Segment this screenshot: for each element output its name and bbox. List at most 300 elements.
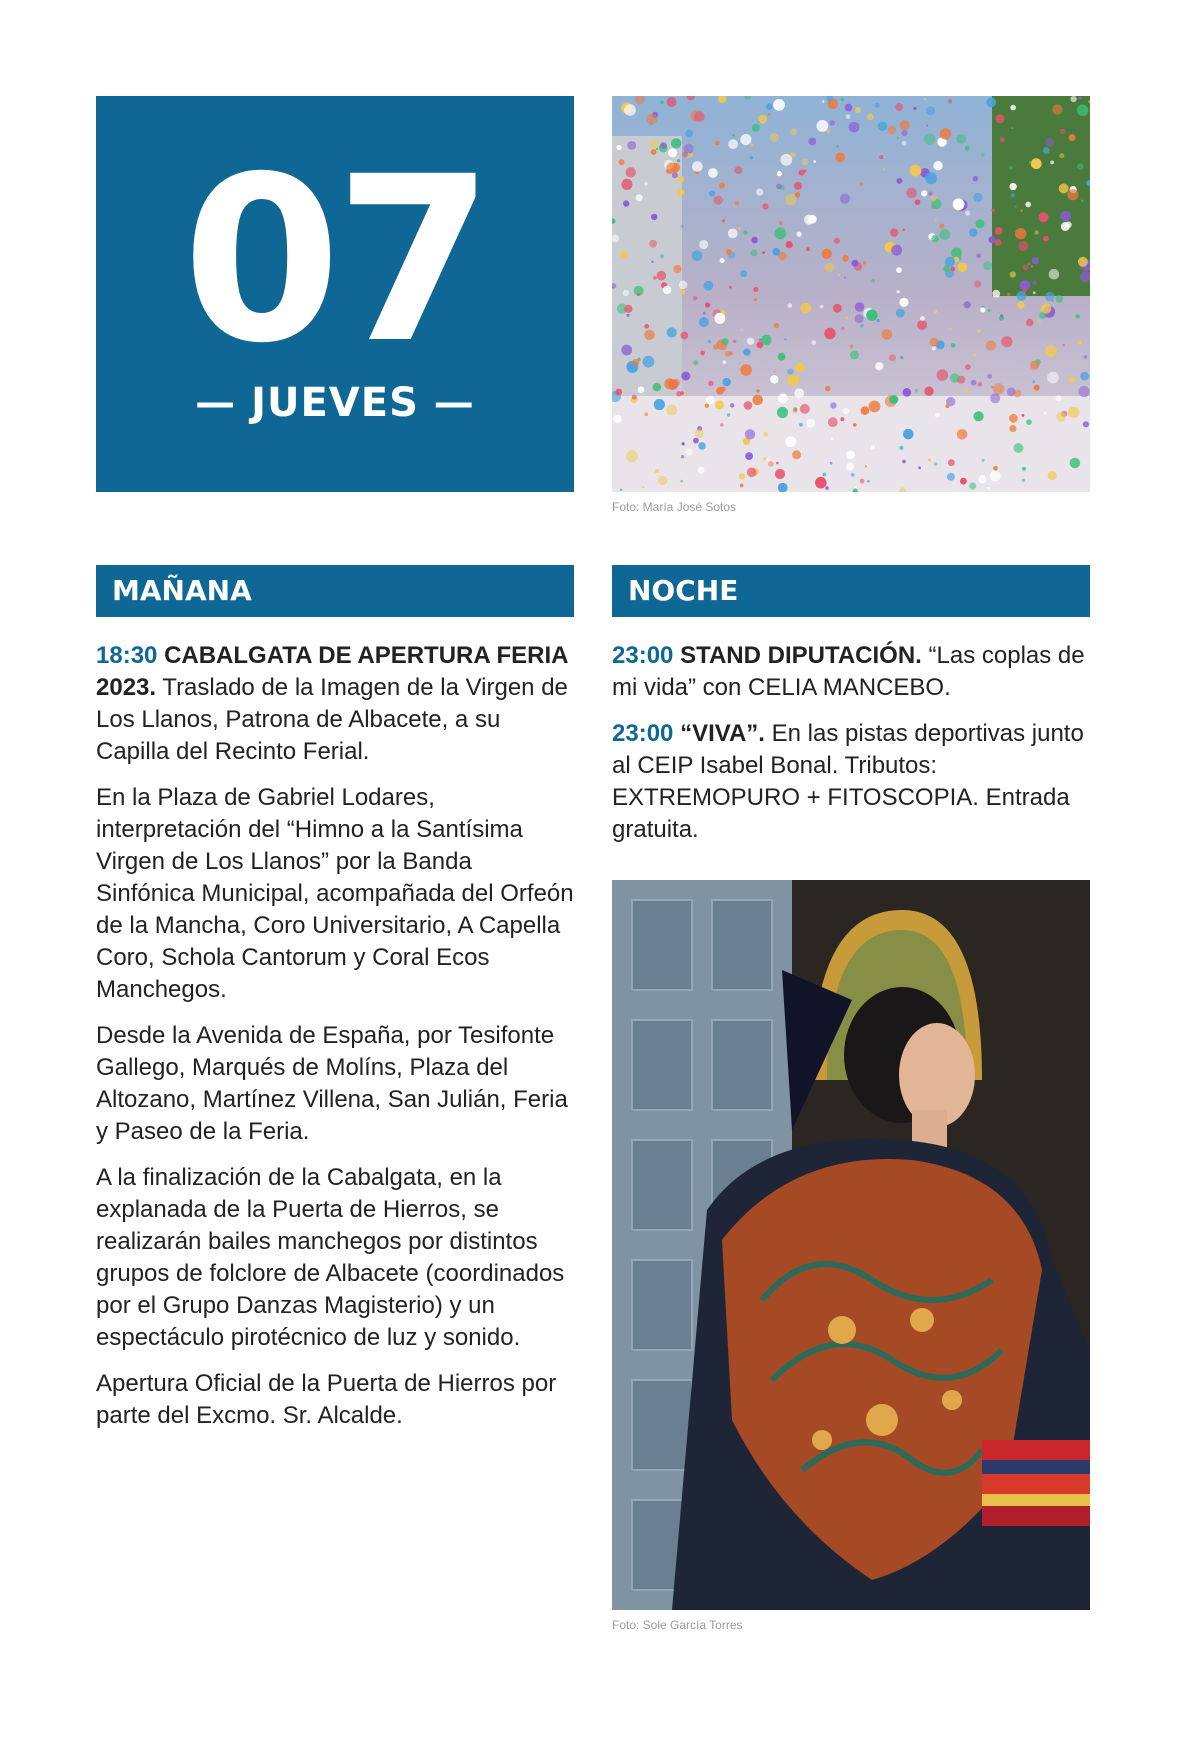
confetti-piece <box>974 411 984 421</box>
confetti-piece <box>933 309 937 313</box>
confetti-piece <box>1028 263 1030 265</box>
confetti-piece <box>720 423 724 427</box>
confetti-piece <box>759 338 762 341</box>
confetti-piece <box>825 386 830 391</box>
confetti-piece <box>730 403 735 408</box>
confetti-piece <box>840 194 850 204</box>
confetti-piece <box>1017 301 1024 308</box>
confetti-piece <box>750 143 753 146</box>
confetti-piece <box>706 396 715 405</box>
confetti-piece <box>1000 137 1005 142</box>
confetti-piece <box>921 190 927 196</box>
confetti-piece <box>1056 412 1066 422</box>
confetti-piece <box>827 130 831 134</box>
confetti-piece <box>846 451 855 460</box>
confetti-piece <box>776 462 779 465</box>
confetti-piece <box>838 274 840 276</box>
confetti-piece <box>929 192 933 196</box>
night-event <box>612 718 1090 846</box>
confetti-piece <box>817 120 829 132</box>
confetti-piece <box>948 99 952 103</box>
confetti-piece <box>644 330 654 340</box>
confetti-piece <box>653 276 657 280</box>
confetti-piece <box>770 133 779 142</box>
morning-paragraph: A la finalización de la Cabalgata, en la explanada de la Puerta de Hierros, se realizarán bailes manchegos por distintos grupos de folclore de Albacete (coordinados por el Grupo Danzas Magisterio) y un espectáculo pirotécnico de luz y sonido. <box>96 1164 565 1351</box>
confetti-piece <box>987 374 992 379</box>
confetti-piece <box>1000 314 1003 317</box>
confetti-piece <box>719 182 725 188</box>
confetti-piece <box>850 345 853 348</box>
confetti-piece <box>1022 414 1025 417</box>
confetti-piece <box>983 261 992 270</box>
confetti-piece <box>990 393 1000 403</box>
confetti-piece <box>788 303 793 308</box>
confetti-piece <box>626 450 638 462</box>
confetti-piece <box>664 378 675 389</box>
confetti-piece <box>743 230 747 234</box>
confetti-piece <box>957 429 968 440</box>
confetti-piece <box>785 436 796 447</box>
confetti-piece <box>813 160 816 163</box>
confetti-piece <box>715 400 724 409</box>
confetti-piece <box>993 383 1004 394</box>
confetti-piece <box>840 417 844 421</box>
morning-paragraph: En la Plaza de Gabriel Lodares, interpretación del “Himno a la Santísima Virgen de Los Llanos” por la Banda Sinfónica Municipal, acompañada del Orfeón de la Mancha, Coro Universitario, A Capella Coro, Schola Cantorum y Coral Ecos Manchegos. <box>96 784 574 1003</box>
confetti-piece <box>660 100 664 104</box>
photo-credit-bottom: Foto: Sole García Torres <box>612 1618 743 1632</box>
confetti-piece <box>945 257 955 267</box>
confetti-piece <box>686 448 693 455</box>
confetti-piece <box>812 340 817 345</box>
confetti-piece <box>915 199 921 205</box>
confetti-piece <box>956 134 966 144</box>
event-time: 23:00 <box>612 642 674 669</box>
confetti-piece <box>700 351 705 356</box>
confetti-piece <box>660 254 664 258</box>
confetti-piece <box>869 401 881 413</box>
confetti-piece <box>1056 395 1062 401</box>
date-block <box>96 96 574 492</box>
confetti-piece <box>681 455 684 458</box>
confetti-piece <box>896 309 905 318</box>
confetti-piece <box>992 209 995 212</box>
confetti-piece <box>681 290 686 295</box>
confetti-piece <box>615 389 622 396</box>
confetti-piece <box>643 356 655 368</box>
confetti-piece <box>1009 425 1016 432</box>
morning-paragraph: Apertura Oficial de la Puerta de Hierros por parte del Excmo. Sr. Alcalde. <box>96 1370 557 1429</box>
confetti-piece <box>773 99 785 111</box>
confetti-piece <box>705 404 709 408</box>
confetti-piece <box>752 395 763 406</box>
confetti-piece <box>977 329 980 332</box>
confetti-piece <box>951 343 955 347</box>
confetti-piece <box>626 167 636 177</box>
confetti-piece <box>926 125 928 127</box>
confetti-piece <box>667 97 677 107</box>
confetti-piece <box>1052 300 1054 302</box>
confetti-piece <box>660 142 667 149</box>
confetti-piece <box>651 214 657 220</box>
confetti-piece <box>770 375 778 383</box>
weekday-label: — JUEVES — <box>195 380 475 426</box>
confetti-piece <box>709 190 715 196</box>
confetti-piece <box>723 360 727 364</box>
confetti-piece <box>866 310 877 321</box>
confetti-piece <box>900 120 910 130</box>
confetti-piece <box>906 188 917 199</box>
confetti-piece <box>897 137 900 140</box>
confetti-piece <box>679 281 688 290</box>
confetti-piece <box>705 302 710 307</box>
confetti-piece <box>1063 344 1066 347</box>
confetti-piece <box>924 133 936 145</box>
confetti-piece <box>934 462 938 466</box>
confetti-piece <box>1041 303 1051 313</box>
confetti-piece <box>621 179 632 190</box>
confetti-piece <box>889 354 896 361</box>
confetti-piece <box>1068 407 1079 418</box>
confetti-piece <box>990 471 1001 482</box>
confetti-piece <box>1084 355 1088 359</box>
confetti-piece <box>992 290 1000 298</box>
confetti-piece <box>667 327 677 337</box>
confetti-piece <box>778 394 788 404</box>
confetti-piece <box>867 480 870 483</box>
confetti-piece <box>974 280 981 287</box>
confetti-piece <box>903 429 914 440</box>
confetti-piece <box>735 201 740 206</box>
confetti-piece <box>1015 228 1026 239</box>
confetti-piece <box>681 372 690 381</box>
confetti-piece <box>682 152 688 158</box>
confetti-piece <box>825 263 835 273</box>
confetti-piece <box>854 486 856 488</box>
confetti-piece <box>678 176 685 183</box>
confetti-piece <box>1009 183 1016 190</box>
confetti-piece <box>953 198 965 210</box>
confetti-piece <box>855 314 864 323</box>
confetti-piece <box>1048 471 1057 480</box>
confetti-piece <box>1059 184 1069 194</box>
confetti-piece <box>1060 129 1066 135</box>
confetti-piece <box>948 459 955 466</box>
event-description: Traslado de la Imagen de la Virgen de Los Llanos, Patrona de Albacete, a su Capilla del Recinto Ferial. <box>96 674 568 765</box>
confetti-piece <box>668 148 677 157</box>
confetti-piece <box>1007 293 1010 296</box>
confetti-piece <box>924 98 926 100</box>
confetti-piece <box>642 486 644 488</box>
confetti-piece <box>756 389 760 393</box>
confetti-piece <box>969 228 977 236</box>
confetti-piece <box>914 389 918 393</box>
confetti-piece <box>1034 385 1040 391</box>
confetti-piece <box>897 178 903 184</box>
confetti-piece <box>627 314 630 317</box>
confetti-piece <box>621 251 628 258</box>
confetti-piece <box>1032 280 1036 284</box>
traditional-dress-photo <box>612 880 1090 1610</box>
confetti-piece <box>704 281 714 291</box>
confetti-piece <box>876 319 879 322</box>
confetti-piece <box>800 303 811 314</box>
confetti-piece <box>829 120 835 126</box>
confetti-piece <box>768 113 771 116</box>
confetti-piece <box>745 429 755 439</box>
confetti-piece <box>851 260 858 267</box>
confetti-piece <box>740 270 747 277</box>
confetti-piece <box>1078 340 1082 344</box>
confetti-piece <box>658 476 667 485</box>
confetti-piece <box>632 395 637 400</box>
confetti-piece <box>790 128 797 135</box>
event-title: STAND DIPUTACIÓN. <box>680 642 922 669</box>
confetti-piece <box>620 489 622 491</box>
confetti-piece <box>649 240 657 248</box>
confetti-piece <box>842 255 849 262</box>
confetti-piece <box>1011 127 1013 129</box>
confetti-piece <box>794 182 802 190</box>
confetti-piece <box>982 459 985 462</box>
confetti-piece <box>657 271 667 281</box>
confetti-piece <box>855 107 861 113</box>
confetti-parade-photo <box>612 96 1090 492</box>
confetti-piece <box>1050 161 1054 165</box>
confetti-piece <box>794 388 804 398</box>
confetti-piece <box>619 159 625 165</box>
confetti-piece <box>713 344 718 349</box>
confetti-piece <box>1032 257 1039 264</box>
confetti-piece <box>632 359 639 366</box>
confetti-piece <box>766 458 769 461</box>
confetti-piece <box>682 442 685 445</box>
confetti-piece <box>1033 381 1036 384</box>
confetti-piece <box>806 247 810 251</box>
confetti-piece <box>1022 479 1025 482</box>
confetti-piece <box>761 335 771 345</box>
confetti-piece <box>692 251 703 262</box>
confetti-piece <box>1033 291 1036 294</box>
confetti-piece <box>993 466 998 471</box>
confetti-piece <box>747 338 754 345</box>
confetti-piece <box>800 404 810 414</box>
confetti-piece <box>775 469 785 479</box>
confetti-piece <box>708 168 718 178</box>
confetti-piece <box>976 219 985 228</box>
confetti-piece <box>677 189 684 196</box>
confetti-piece <box>841 98 845 102</box>
confetti-piece <box>751 237 758 244</box>
confetti-piece <box>677 159 680 162</box>
confetti-piece <box>758 115 767 124</box>
confetti-piece <box>973 176 978 181</box>
confetti-piece <box>649 140 659 150</box>
confetti-piece <box>925 172 937 184</box>
confetti-piece <box>913 107 916 110</box>
confetti-piece <box>989 236 996 243</box>
confetti-piece <box>693 296 697 300</box>
traditional-dress-image <box>612 880 1090 1610</box>
confetti-piece <box>1014 443 1024 453</box>
confetti-piece <box>1075 314 1080 319</box>
confetti-piece <box>932 346 936 350</box>
confetti-piece <box>1060 211 1071 222</box>
confetti-piece <box>899 298 908 307</box>
confetti-piece <box>976 254 981 259</box>
confetti-piece <box>995 114 1004 123</box>
confetti-piece <box>855 302 865 312</box>
confetti-piece <box>728 139 738 149</box>
confetti-piece <box>752 124 760 132</box>
confetti-piece <box>733 340 736 343</box>
confetti-piece <box>1026 419 1032 425</box>
confetti-piece <box>930 195 937 202</box>
confetti-piece <box>903 229 905 231</box>
confetti-piece <box>828 417 838 427</box>
confetti-piece <box>703 312 706 315</box>
confetti-piece <box>644 412 648 416</box>
confetti-piece <box>693 438 699 444</box>
confetti-piece <box>741 329 743 331</box>
confetti-piece <box>1023 288 1027 292</box>
confetti-piece <box>863 261 866 264</box>
confetti-piece <box>1044 412 1047 415</box>
confetti-piece <box>850 351 859 360</box>
confetti-piece <box>764 432 769 437</box>
confetti-piece <box>951 267 956 272</box>
confetti-piece <box>865 465 867 467</box>
confetti-piece <box>751 250 758 257</box>
confetti-piece <box>740 134 751 145</box>
confetti-piece <box>851 473 855 477</box>
confetti-piece <box>930 338 939 347</box>
confetti-piece <box>1078 257 1088 267</box>
confetti-piece <box>646 114 657 125</box>
confetti-piece <box>680 332 688 340</box>
confetti-piece <box>753 287 758 292</box>
confetti-piece <box>779 221 783 225</box>
confetti-piece <box>1031 158 1042 169</box>
confetti-piece <box>830 462 833 465</box>
event-description: En las pistas deportivas junto al CEIP Isabel Bonal. Tributos: EXTREMOPURO + FITOSCOPIA. Entrada gratuita. <box>612 720 1084 843</box>
confetti-piece <box>787 369 793 375</box>
confetti-piece <box>743 349 750 356</box>
confetti-piece <box>835 153 845 163</box>
confetti-piece <box>900 356 903 359</box>
confetti-piece <box>1061 222 1070 231</box>
confetti-piece <box>698 442 706 450</box>
confetti-piece <box>844 277 846 279</box>
confetti-piece <box>902 460 906 464</box>
confetti-piece <box>986 340 996 350</box>
confetti-piece <box>1059 153 1064 158</box>
confetti-piece <box>680 480 683 483</box>
confetti-piece <box>1047 372 1059 384</box>
confetti-piece <box>708 340 711 343</box>
confetti-piece <box>995 227 1003 235</box>
night-event <box>612 640 1090 704</box>
confetti-piece <box>774 371 776 373</box>
confetti-piece <box>644 324 649 329</box>
confetti-piece <box>830 402 836 408</box>
event-time: 23:00 <box>612 720 674 747</box>
confetti-piece <box>895 103 903 111</box>
confetti-piece <box>663 286 672 295</box>
confetti-piece <box>875 362 883 370</box>
confetti-piece <box>787 374 799 386</box>
confetti-piece <box>1071 96 1077 102</box>
confetti-piece <box>1007 388 1016 397</box>
confetti-piece <box>815 477 827 489</box>
confetti-piece <box>947 473 955 481</box>
confetti-piece <box>1083 421 1089 427</box>
confetti-piece <box>1077 163 1084 170</box>
confetti-piece <box>651 149 657 155</box>
confetti-piece <box>1079 386 1090 397</box>
confetti-piece <box>745 452 753 460</box>
confetti-piece <box>651 261 653 263</box>
confetti-piece <box>891 245 902 256</box>
confetti-piece <box>924 387 933 396</box>
confetti-piece <box>890 228 898 236</box>
confetti-piece <box>843 408 849 414</box>
confetti-piece <box>728 229 738 239</box>
confetti-piece <box>747 468 757 478</box>
confetti-piece <box>831 437 834 440</box>
confetti-piece <box>833 304 842 313</box>
confetti-piece <box>693 360 698 365</box>
confetti-piece <box>965 210 970 215</box>
confetti-piece <box>799 423 803 427</box>
confetti-piece <box>780 154 792 166</box>
confetti-piece <box>845 317 848 320</box>
confetti-piece <box>1043 236 1049 242</box>
confetti-piece <box>666 405 677 416</box>
confetti-piece <box>623 200 629 206</box>
confetti-piece <box>784 338 787 341</box>
confetti-piece <box>860 324 863 327</box>
confetti-piece <box>973 353 976 356</box>
confetti-piece <box>797 232 802 237</box>
confetti-piece <box>888 126 897 135</box>
morning-column <box>96 640 574 1446</box>
confetti-piece <box>978 475 986 483</box>
morning-paragraph: Desde la Avenida de España, por Tesifonte Gallego, Marqués de Molíns, Plaza del Altozano, Martínez Villena, San Julián, Feria y Paseo de la Feria. <box>96 1022 568 1145</box>
confetti-piece <box>763 457 767 461</box>
confetti-piece <box>935 413 940 418</box>
confetti-piece <box>754 298 757 301</box>
confetti-piece <box>774 227 786 239</box>
confetti-piece <box>715 141 720 146</box>
confetti-piece <box>756 189 763 196</box>
confetti-piece <box>1016 291 1026 301</box>
confetti-piece <box>1049 269 1060 280</box>
confetti-piece <box>949 328 952 331</box>
confetti-piece <box>1039 212 1049 222</box>
confetti-piece <box>822 100 824 102</box>
confetti-piece <box>917 320 927 330</box>
confetti-piece <box>802 159 808 165</box>
confetti-piece <box>723 378 731 386</box>
confetti-piece <box>849 122 860 133</box>
confetti-piece <box>995 239 1002 246</box>
confetti-piece <box>774 323 779 328</box>
confetti-piece <box>1045 138 1054 147</box>
confetti-piece <box>834 238 840 244</box>
confetti-piece <box>762 203 768 209</box>
confetti-piece <box>939 224 944 229</box>
confetti-piece <box>768 461 774 467</box>
